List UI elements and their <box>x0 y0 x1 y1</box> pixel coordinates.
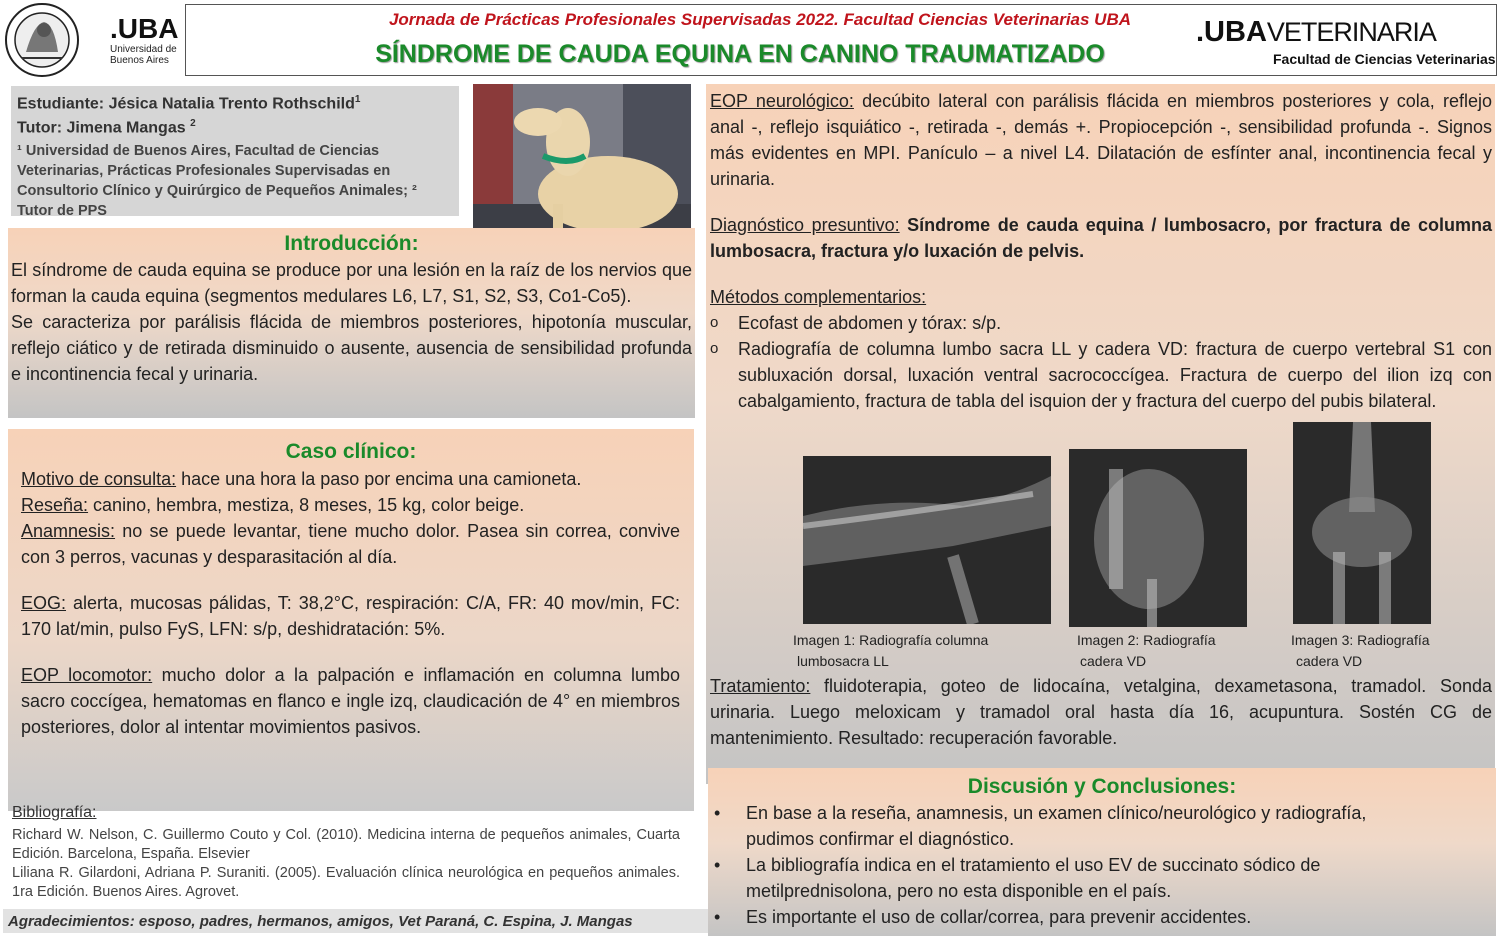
student-name: Estudiante: Jésica Natalia Trento Rothschild <box>17 95 355 113</box>
xray-image-2 <box>1069 449 1247 627</box>
conclusions-section <box>708 768 1496 936</box>
conclusion-item: • La bibliografía indica en el tratamiento el uso EV de succinato sódico de metilprednisolona, pero no esta disponible en el país. <box>714 855 1321 901</box>
intro-paragraph-2: Se caracteriza por parálisis flácida de miembros posteriores, hipotonía muscular, reflejo ciático y de retirada disminuido o ausente, ausencia de sensibilidad profunda e incontinencia fecal y urinaria. <box>11 312 692 384</box>
biblio-ref-1: Richard W. Nelson, C. Guillermo Couto y Col. (2010). Medicina interna de pequeños animales, Cuarta Edición. Barcelona, España. Elsevier <box>12 827 680 862</box>
event-title: Jornada de Prácticas Profesionales Supervisadas 2022. Facultad Ciencias Veterinarias UBA <box>388 10 1132 29</box>
affiliation: ¹ Universidad de Buenos Aires, Facultad de Ciencias Veterinarias, Prácticas Profesionales Supervisadas en Consultorio Clínico y Quirúrgico de Pequeños Animales; ² Tutor de PPS <box>17 142 417 219</box>
xray-image-1 <box>803 456 1051 624</box>
method-item: o Radiografía de columna lumbo sacra LL y cadera VD: fractura de cuerpo vertebral S1 con subluxación dorsal, luxación ventral sacrococcígea. Fractura de cuerpo del ilion izq con cabalgamiento, fractura de tabla del isquion der y fractura del cuerpo del pubis bilateral. <box>710 339 1492 411</box>
acknowledgements: Agradecimientos: esposo, padres, hermanos, amigos, Vet Paraná, C. Espina, J. Mangas <box>3 909 715 933</box>
uba-logo: .UBA Universidad de Buenos Aires <box>110 13 179 66</box>
conclusion-item: • Es importante el uso de collar/correa, para prevenir accidentes. <box>714 907 1252 927</box>
dog-photo <box>473 84 691 247</box>
method-item: o Ecofast de abdomen y tórax: s/p. <box>710 313 1002 333</box>
image-2-caption: Imagen 2: Radiografía cadera VD <box>1077 632 1216 669</box>
conclusions-heading: Discusión y Conclusiones: <box>967 775 1237 798</box>
tutor-name: Tutor: Jimena Mangas <box>17 119 186 137</box>
image-1-caption: Imagen 1: Radiografía columna lumbosacra LL <box>793 632 989 669</box>
conclusion-item: • En base a la reseña, anamnesis, un examen clínico/neurológico y radiografía, pudimos confirmar el diagnóstico. <box>714 803 1367 849</box>
eop-locomotor-paragraph: EOP locomotor: mucho dolor a la palpación e inflamación en columna lumbo sacro coccígea, hematomas en flanco e ingle izq, claudicación de 4° en miembros posteriores, dolor al intentar movimientos pasivos. <box>21 665 680 737</box>
eog-paragraph: EOG: alerta, mucosas pálidas, T: 38,2°C, respiración: C/A, FR: 40 mov/min, FC: 170 lat/min, pulso FyS, LFN: s/p, deshidratación: 5%. <box>21 593 680 639</box>
bibliography <box>12 803 680 902</box>
methods-heading: Métodos complementarios: <box>710 287 927 307</box>
biblio-heading: Bibliografía: <box>12 804 97 821</box>
authors-box: Estudiante: Jésica Natalia Trento Rothschild$^1$ Tutor: Jimena Mangas $^2$ ¹ Universidad de Buenos Aires, Facultad de Ciencias Veterinarias, Prácticas Profesionales Supervisadas en Consultorio Clínico y Quirúrgico de Pequeños Animales; ² Tutor de PPS <box>11 86 459 216</box>
intro-heading: Introducción: <box>284 232 419 255</box>
eop-neuro-paragraph: EOP neurológico: decúbito lateral con parálisis flácida en miembros posteriores y cola, reflejo anal -, reflejo isquiático -, retirada -, demás +. Propiocepción -, sensibilidad profunda -. Signos más evidentes en MPI. Panículo – a nivel L4. Dilatación de esfínter anal, incontinencia fecal y urinaria. <box>710 91 1492 189</box>
poster-title: SÍNDROME DE CAUDA EQUINA EN CANINO TRAUMATIZADO <box>375 40 1105 68</box>
uba-veterinaria-logo: .UBAVETERINARIA Facultad de Ciencias Veterinarias <box>1196 16 1496 67</box>
image-3-caption: Imagen 3: Radiografía cadera VD <box>1291 632 1430 669</box>
motivo-paragraph: Motivo de consulta: hace una hora la paso por encima una camioneta. <box>21 469 582 489</box>
intro-paragraph-1: El síndrome de cauda equina se produce por una lesión en la raíz de los nervios que forman la cauda equina (segmentos medulares L6, L7, S1, S2, S3, Co1-Co5). <box>11 260 692 306</box>
university-seal-logo <box>4 2 102 78</box>
case-section <box>8 429 694 811</box>
xray-image-3 <box>1293 422 1431 624</box>
intro-section <box>8 228 695 418</box>
anamnesis-paragraph: Anamnesis: no se puede levantar, tiene mucho dolor. Pasea sin correa, convive con 3 perros, vacunas y desparasitación al día. <box>21 521 680 567</box>
case-heading: Caso clínico: <box>285 440 417 463</box>
diagnosis-paragraph: Diagnóstico presuntivo: Síndrome de cauda equina / lumbosacro, por fractura de columna lumbosacra, fractura y/o luxación de pelvis. <box>710 215 1493 261</box>
resena-paragraph: Reseña: canino, hembra, mestiza, 8 meses, 15 kg, color beige. <box>21 495 525 515</box>
treatment-paragraph: Tratamiento: fluidoterapia, goteo de lidocaína, vetalgina, dexametasona, tramadol. Sonda urinaria. Luego meloxicam y tramadol oral hasta día 16, acupuntura. Sostén CG de mantenimiento. Resultado: recuperación favorable. <box>710 676 1492 748</box>
biblio-ref-2: Liliana R. Gilardoni, Adriana P. Suraniti. (2005). Evaluación clínica neurológica en pequeños animales. 1ra Edición. Buenos Aires. Agrovet. <box>12 865 680 900</box>
